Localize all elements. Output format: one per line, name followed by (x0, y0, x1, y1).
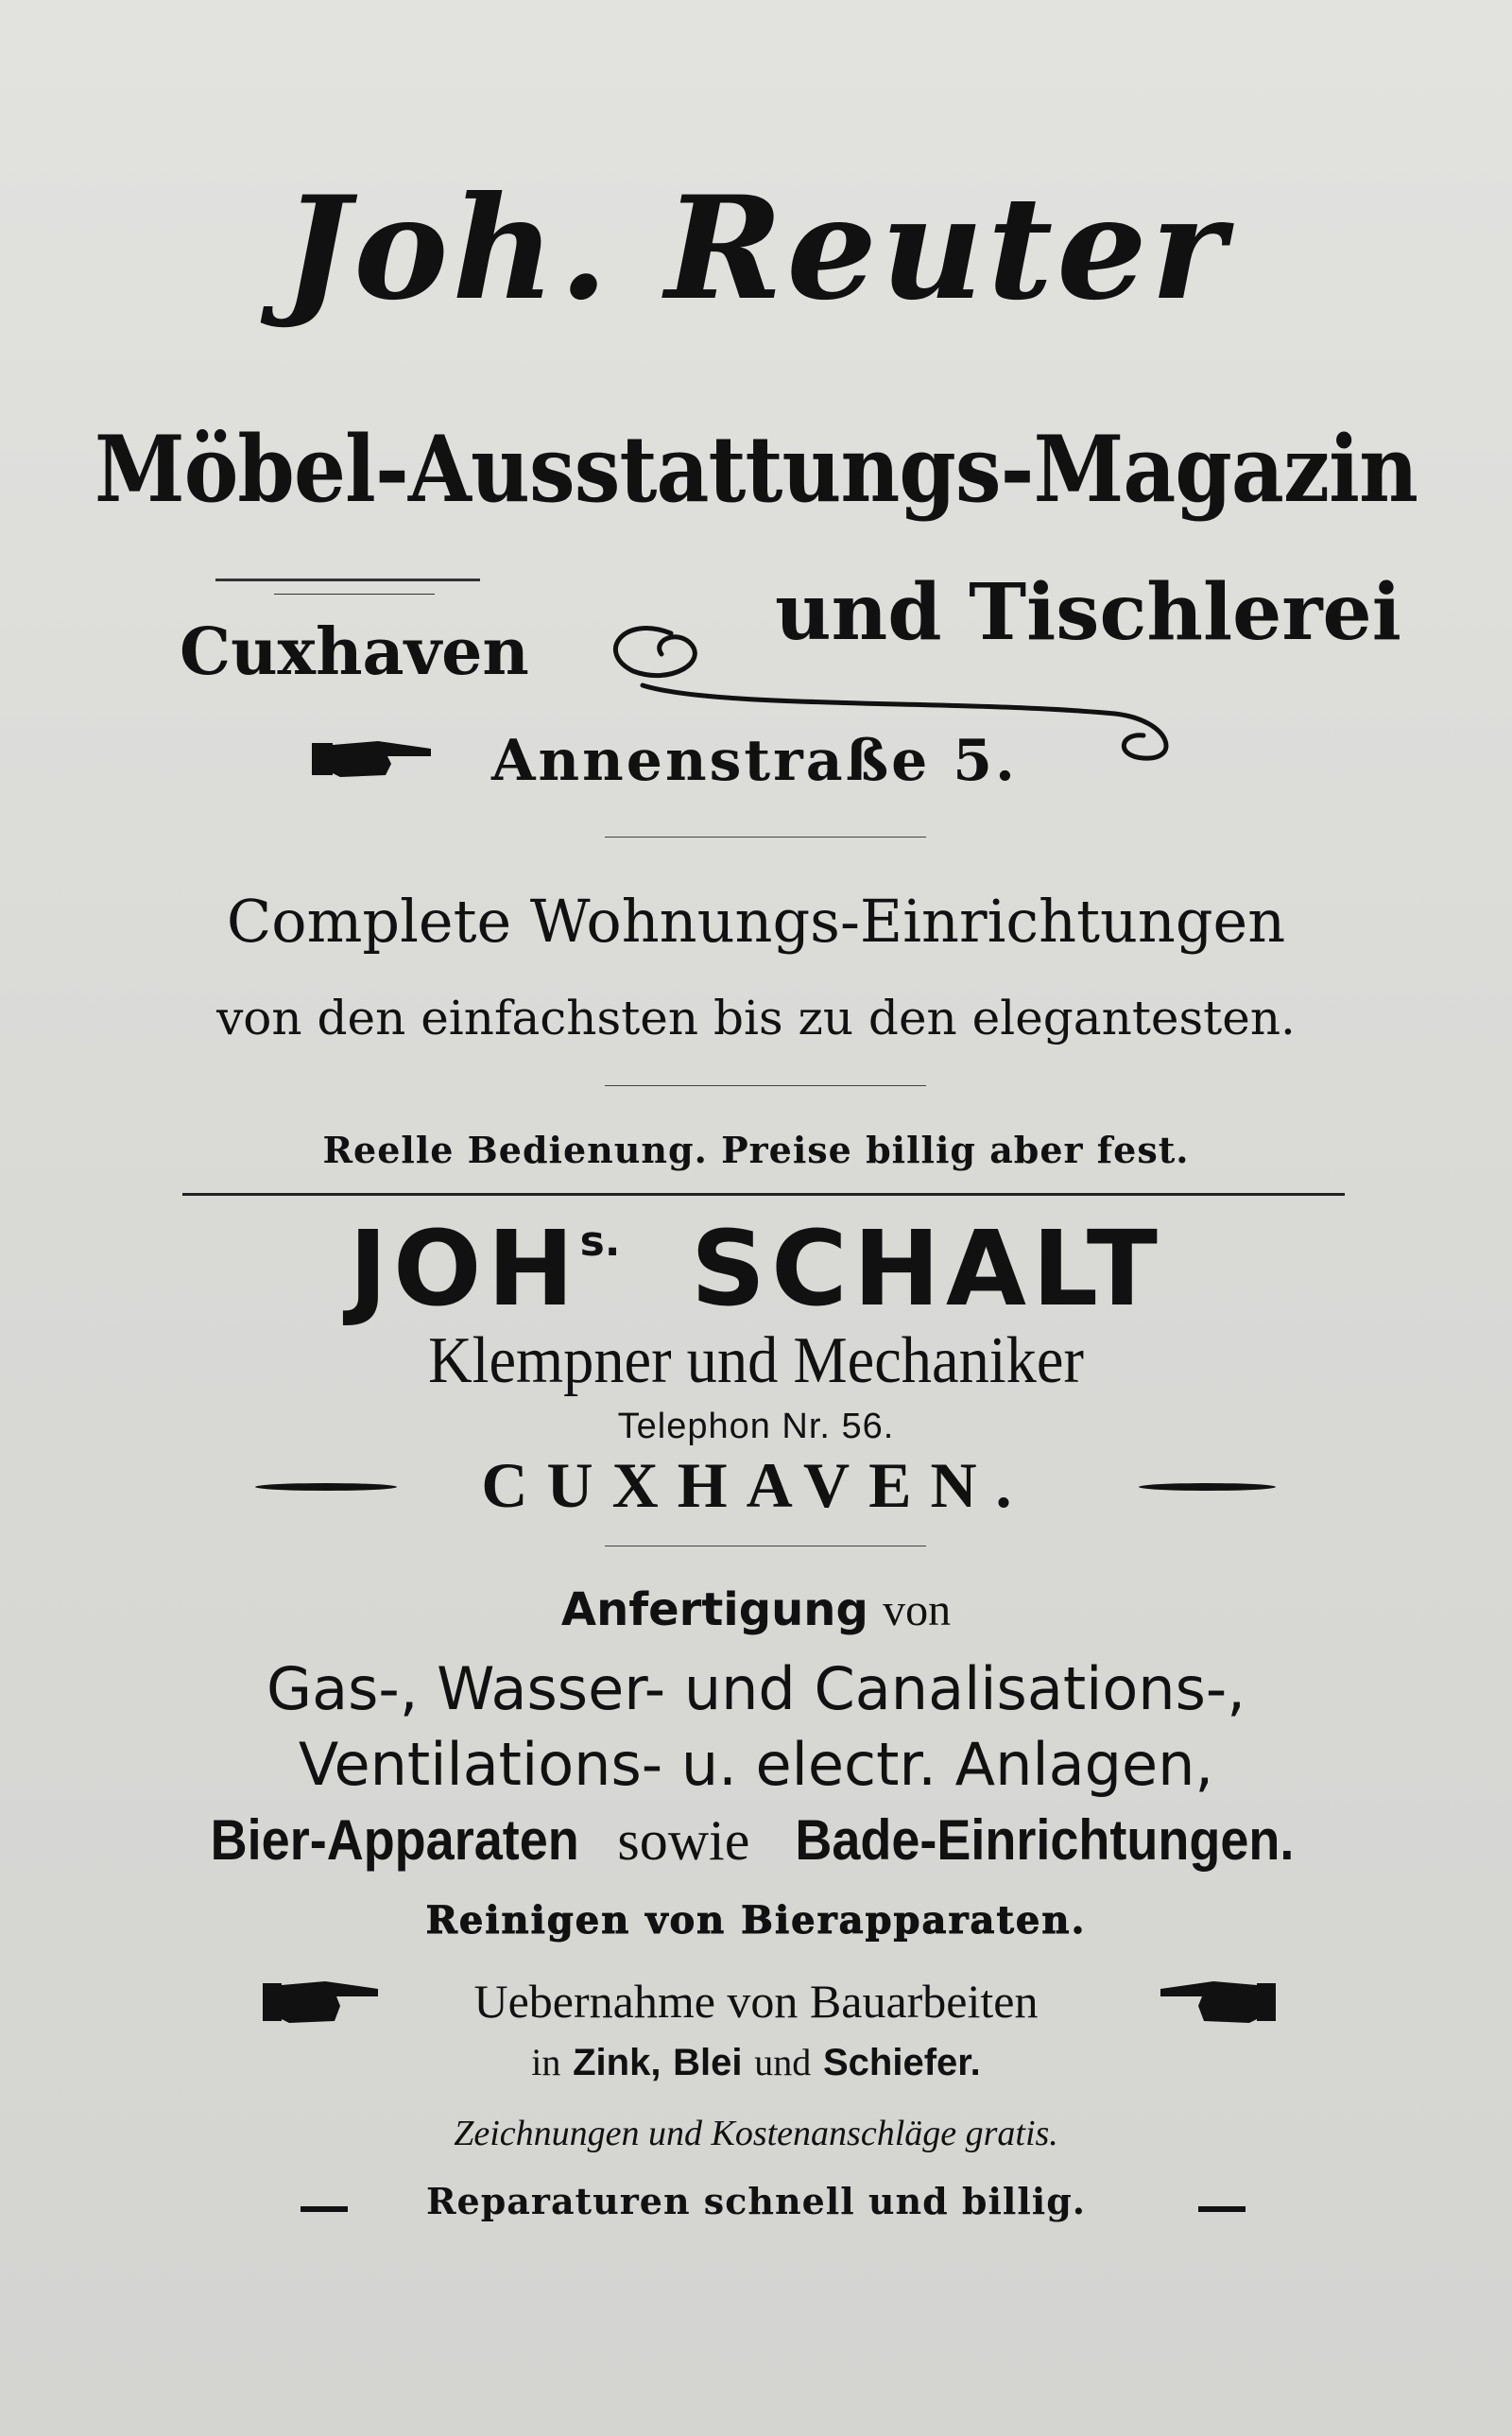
materials-zink: Zink, (573, 2042, 662, 2083)
divider-1 (605, 837, 926, 838)
reuter-business: Möbel-Ausstattungs-Magazin (94, 416, 1418, 523)
pointing-hand-icon (312, 735, 435, 783)
schalt-city: CUXHAVEN. (481, 1449, 1031, 1521)
schalt-name (0, 1208, 1512, 1329)
furniture-line2: von den einfachsten bis zu den elegantesten. (216, 991, 1296, 1045)
pointing-hand-icon (1158, 1976, 1276, 2029)
repairs-line: Reparaturen schnell und billig. (425, 2180, 1087, 2222)
schalt-trade: Klempner und Mechaniker (428, 1324, 1084, 1397)
bar-right (1139, 1483, 1276, 1491)
materials-schiefer: Schiefer. (822, 2042, 981, 2083)
services-intro-rest: von (883, 1585, 952, 1635)
services-intro-bold: Anfertigung (560, 1583, 868, 1636)
rule-left-bottom (274, 594, 435, 595)
services-line1: Gas-, Wasser- und Canalisations-, (266, 1654, 1246, 1723)
materials-blei: Blei (673, 2042, 743, 2083)
schalt-telephone: Telephon Nr. 56. (617, 1407, 895, 1446)
dash-right (1198, 2206, 1246, 2212)
schalt-name-last: SCHALT (690, 1208, 1163, 1329)
services-line2: Ventilations- u. electr. Anlagen, (298, 1730, 1214, 1799)
materials-line (0, 2040, 1512, 2084)
reuter-business2: und Tischlerei (775, 567, 1401, 658)
furniture-line1: Complete Wohnungs-Einrichtungen (226, 887, 1286, 956)
materials-in: in (531, 2041, 561, 2083)
reuter-name: Joh. Reuter (283, 165, 1229, 332)
divider-2 (605, 1085, 926, 1086)
cleaning-line: Reinigen von Bierapparaten. (425, 1898, 1087, 1943)
construction-line: Uebernahme von Bauarbeiten (473, 1975, 1039, 2028)
services-bath: Bade-Einrichtungen. (795, 1808, 1295, 1872)
section-divider (182, 1193, 1345, 1196)
drawings-line: Zeichnungen und Kostenanschläge gratis. (454, 2114, 1058, 2153)
services-sowie: sowie (617, 1809, 750, 1872)
schalt-name-main: JOH (349, 1208, 580, 1329)
reuter-address: Annenstraße 5. (491, 728, 1018, 794)
reuter-city: Cuxhaven (180, 614, 529, 690)
services-beer: Bier-Apparaten (210, 1808, 579, 1872)
services-line3 (0, 1807, 1512, 1874)
schalt-name-sup: s. (579, 1218, 621, 1266)
rule-left-top (215, 579, 480, 581)
materials-und: und (754, 2041, 812, 2083)
reuter-tagline: Reelle Bedienung. Preise billig aber fest. (322, 1129, 1190, 1171)
services-intro (0, 1583, 1512, 1636)
